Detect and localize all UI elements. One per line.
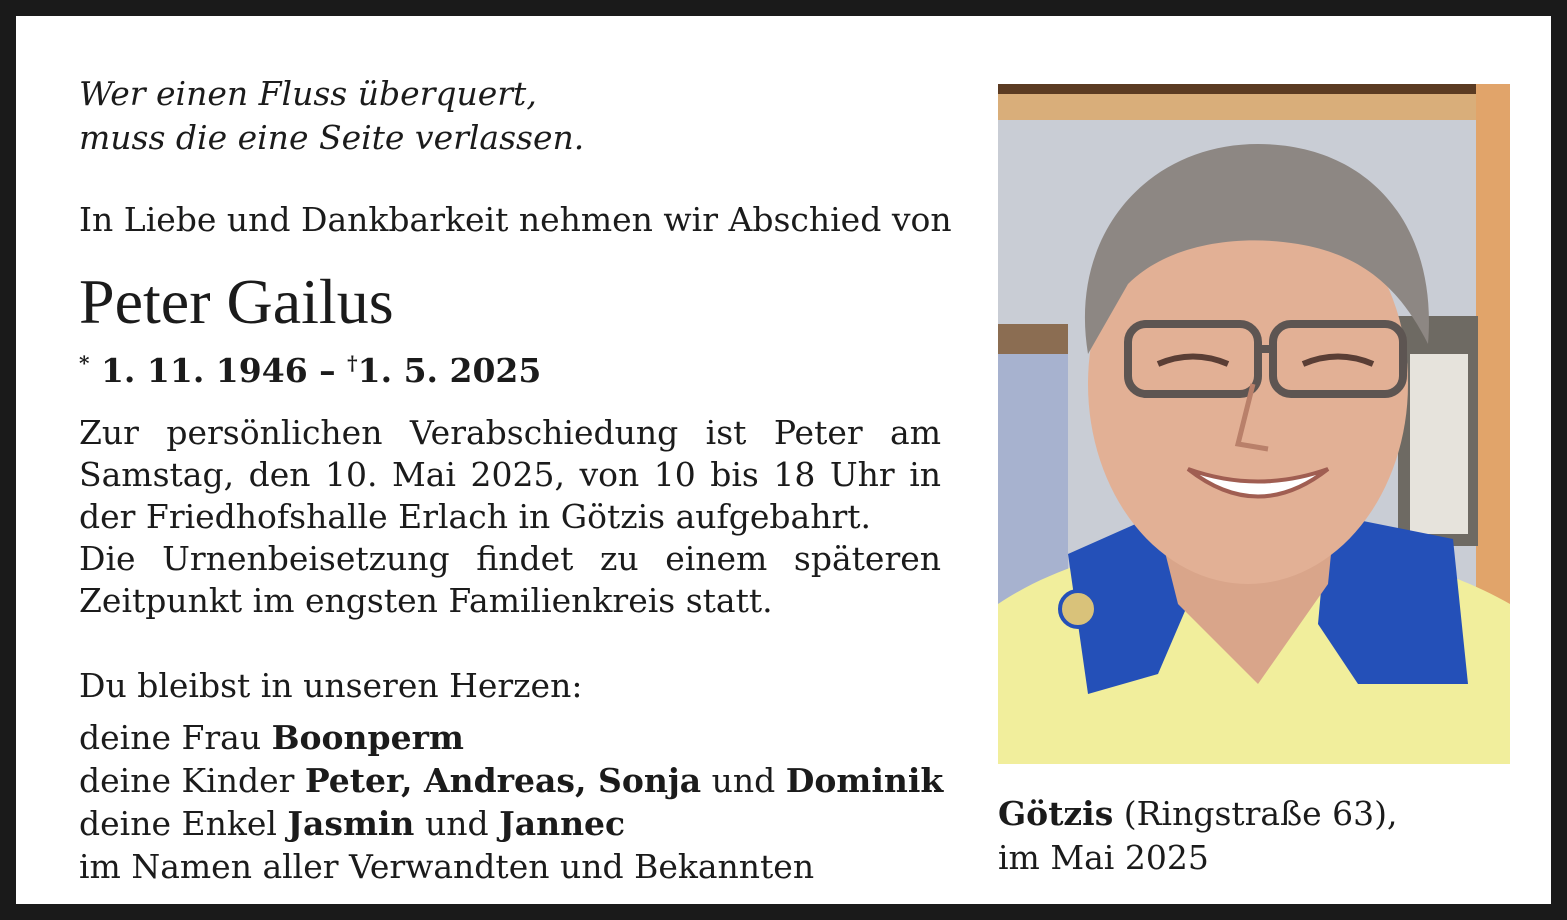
motto-line-2: muss die eine Seite verlassen. (79, 118, 585, 157)
grandchildren-prefix: deine Enkel (79, 804, 277, 843)
grandchildren-and: und (424, 804, 489, 843)
portrait-photo (998, 84, 1510, 764)
portrait-illustration (998, 84, 1510, 764)
children-prefix: deine Kinder (79, 761, 295, 800)
place-and-date (998, 792, 1398, 880)
mourner-children (79, 759, 943, 802)
mourner-others: im Namen aller Verwandten und Bekannten (79, 847, 815, 886)
life-dates (79, 341, 541, 393)
notice-date: im Mai 2025 (998, 838, 1209, 877)
children-last-name: Dominik (785, 761, 944, 800)
deceased-name: Peter Gailus (79, 266, 394, 337)
birth-symbol: * (79, 351, 90, 375)
motto (79, 72, 584, 160)
mourner-wife (79, 716, 943, 759)
town: Götzis (998, 794, 1114, 833)
motto-line-1: Wer einen Fluss überquert, (79, 74, 537, 113)
death-symbol: † (347, 351, 358, 375)
children-names: Peter, Andreas, Sonja (304, 761, 702, 800)
date-separator: – (319, 351, 336, 390)
ceremony-details (79, 412, 941, 622)
intro-text: In Liebe und Dankbarkeit nehmen wir Abschied von (79, 200, 952, 239)
grandchild-1: Jasmin (287, 804, 415, 843)
wife-prefix: deine Frau (79, 718, 262, 757)
birth-date: 1. 11. 1946 (100, 351, 308, 390)
closing-line: Du bleibst in unseren Herzen: (79, 666, 583, 705)
mourners-list (79, 716, 943, 888)
children-and: und (711, 761, 776, 800)
location-line (998, 792, 1398, 836)
death-date: 1. 5. 2025 (357, 351, 542, 390)
burial-paragraph: Die Urnenbeisetzung findet zu einem späteren Zeitpunkt im engsten Familienkreis statt. (79, 539, 941, 620)
address: (Ringstraße 63), (1123, 794, 1398, 833)
viewing-paragraph: Zur persönlichen Verabschiedung ist Peter am Samstag, den 10. Mai 2025, von 10 bis 18 Uhr in der Friedhofshalle Erlach in Götzis aufgebahrt. (79, 413, 941, 536)
grandchild-2: Jannec (499, 804, 626, 843)
mourner-grandchildren (79, 802, 943, 845)
wife-name: Boonperm (271, 718, 464, 757)
